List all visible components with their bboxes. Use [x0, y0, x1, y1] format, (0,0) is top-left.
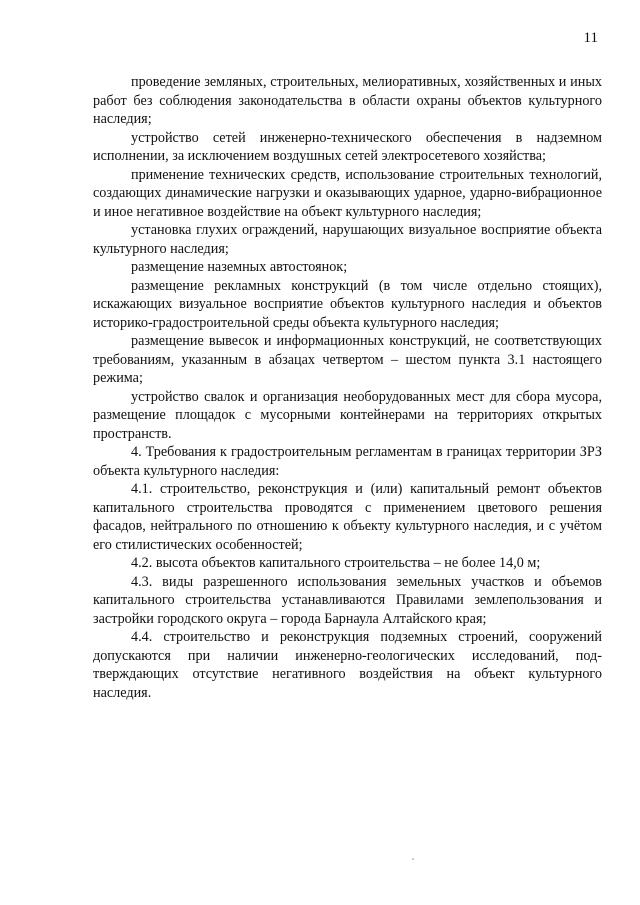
paragraph-item-4-3: 4.3. виды разрешенного использования земельных участков и объемов капитального строительства устанавливаются Правилами землепользования и застройки городского округа – города Барнаула Алтайского края; [93, 573, 602, 627]
paragraph-signboards: размещение вывесок и информационных конструкций, не соответствующих требованиям, указанным в абзацах четвертом – шестом пункта 3.1 настоящего режима; [93, 333, 602, 386]
paragraph-fences: установка глухих ограждений, нарушающих визуальное восприятие объекта культурного наследия; [93, 222, 602, 257]
paragraph-item-4-4: 4.4. строительство и реконструкция подземных строений, сооружений допускаются при наличии инженерно-геологических исследований, подтверждающих отсутствие негативного воздействия на объект культурного наследия. [93, 629, 602, 701]
paragraph-dumps: устройство свалок и организация необорудованных мест для сбора мусора, размещение площадок с мусорными контейнерами на территориях открытых пространств. [93, 388, 602, 442]
document-body [93, 73, 602, 702]
paragraph-earthworks: проведение земляных, строительных, мелиоративных, хозяйственных и иных работ без соблюдения законодательства в области охраны объектов культурного наследия; [93, 74, 602, 127]
paragraph-engineering-networks: устройство сетей инженерно-технического обеспечения в надземном исполнении, за исключением воздушных сетей электросетевого хозяйства; [93, 129, 602, 164]
scan-artifact [412, 858, 414, 860]
page-number: 11 [583, 30, 598, 46]
paragraph-item-4-2: 4.2. высота объектов капитального строительства – не более 14,0 м; [131, 555, 541, 571]
paragraph-section-4-heading: 4. Требования к градостроительным регламентам в границах территории ЗРЗ объекта культурного наследия: [93, 444, 602, 479]
paragraph-parking: размещение наземных автостоянок; [131, 259, 348, 275]
paragraph-technical-means: применение технических средств, использование строительных технологий, создающих динамические нагрузки и оказывающих ударное, ударно-вибрационное и иное негативное воздействие на объект культурного наследия; [93, 166, 602, 220]
paragraph-advertising: размещение рекламных конструкций (в том числе отдельно стоящих), искажающих визуальное восприятие объектов культурного наследия и объектов историко-градостроительной среды объекта культурного наследия; [93, 277, 602, 331]
paragraph-item-4-1: 4.1. строительство, реконструкция и (или) капитальный ремонт объектов капитального строительства проводятся с применением цветового решения фасадов, нейтрального по отношению к объекту культурного наследия, и с учётом его стилистических особенностей; [93, 481, 602, 553]
